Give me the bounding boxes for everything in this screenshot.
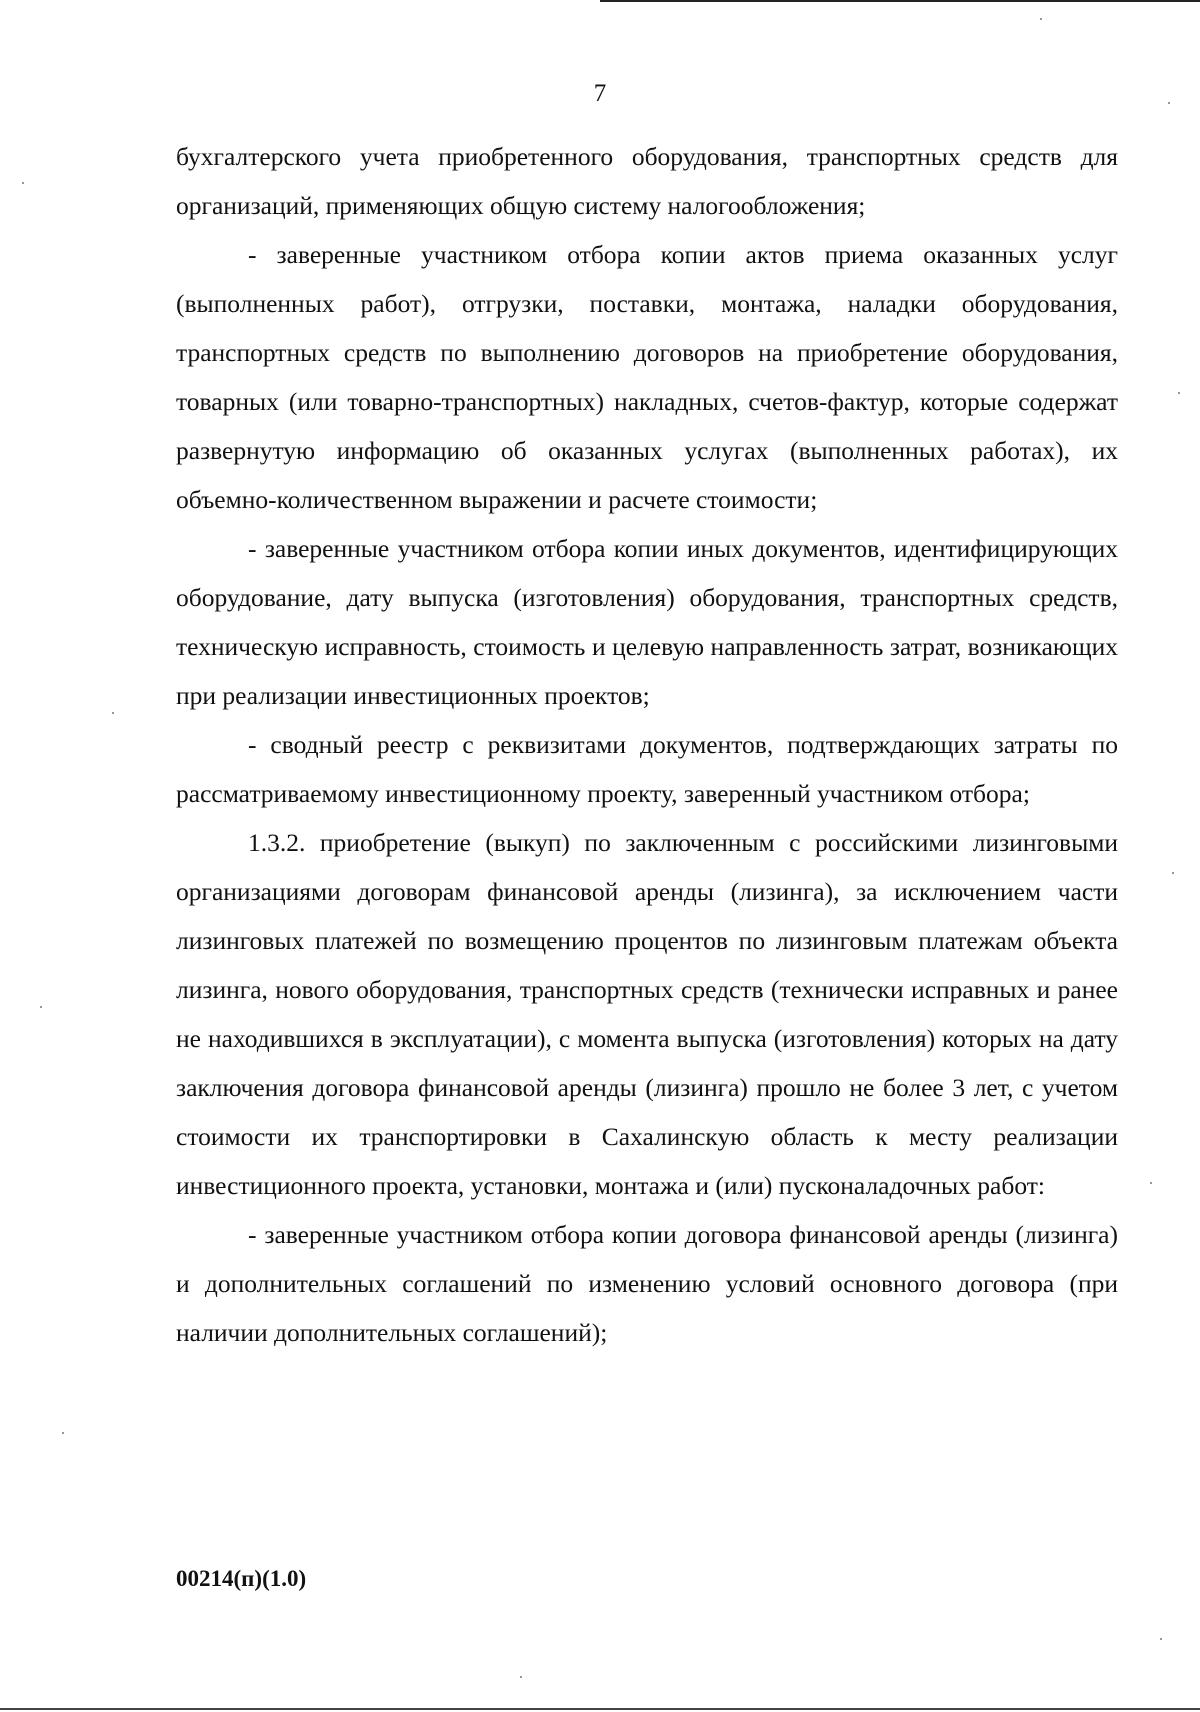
scan-speck [1040, 18, 1042, 20]
scan-speck [22, 182, 24, 184]
scan-speck [520, 1676, 522, 1678]
scan-speck [40, 1006, 42, 1008]
scan-speck [62, 1432, 64, 1434]
scan-speck [1178, 392, 1180, 394]
document-code: 00214(п)(1.0) [176, 1566, 307, 1591]
paragraph-section-1-3-2: 1.3.2. приобретение (выкуп) по заключенным с российскими лизинговыми организациями договорам финансовой аренды (лизинга), за исключением части лизинговых платежей по возмещению процентов по лизинговым платежам объекта лизинга, нового оборудования, транспортных средств (технически исправных и ранее не находившихся в эксплуатации), с момента выпуска (изготовления) которых на дату заключения договора финансовой аренды (лизинга) прошло не более 3 лет, с учетом стоимости их транспортировки в Сахалинскую область к месту реализации инвестиционного проекта, установки, монтажа и (или) пусконаладочных работ: [176, 828, 1118, 1200]
scan-speck [1150, 1182, 1152, 1184]
page-number: 7 [593, 80, 607, 107]
bottom-border-line [0, 1708, 1200, 1710]
top-border-line [600, 0, 1200, 2]
scan-speck [1160, 1638, 1162, 1640]
scan-speck [1168, 102, 1170, 104]
scan-speck [1172, 872, 1174, 874]
paragraph-summary-register: - сводный реестр с реквизитами документов, подтверждающих затраты по рассматриваемому инвестиционному проекту, заверенный участником отбора; [176, 730, 1118, 808]
paragraph-identifying-documents: - заверенные участником отбора копии иных документов, идентифицирующих оборудование, дату выпуска (изготовления) оборудования, транспортных средств, техническую исправность, стоимость и целевую направленность затрат, возникающих при реализации инвестиционных проектов; [176, 534, 1118, 710]
paragraph-acts-copies: - заверенные участником отбора копии актов приема оказанных услуг (выполненных работ), отгрузки, поставки, монтажа, наладки оборудования, транспортных средств по выполнению договоров на приобретение оборудования, товарных (или товарно-транспортных) накладных, счетов-фактур, которые содержат развернутую информацию об оказанных услугах (выполненных работах), их объемно-количественном выражении и расчете стоимости; [176, 240, 1118, 514]
document-body [176, 132, 1118, 1357]
paragraph-leasing-contract-copies: - заверенные участником отбора копии договора финансовой аренды (лизинга) и дополнительных соглашений по изменению условий основного договора (при наличии дополнительных соглашений); [176, 1220, 1118, 1347]
scan-speck [112, 712, 114, 714]
paragraph-continuation: бухгалтерского учета приобретенного оборудования, транспортных средств для организаций, применяющих общую систему налогообложения; [176, 142, 1118, 220]
